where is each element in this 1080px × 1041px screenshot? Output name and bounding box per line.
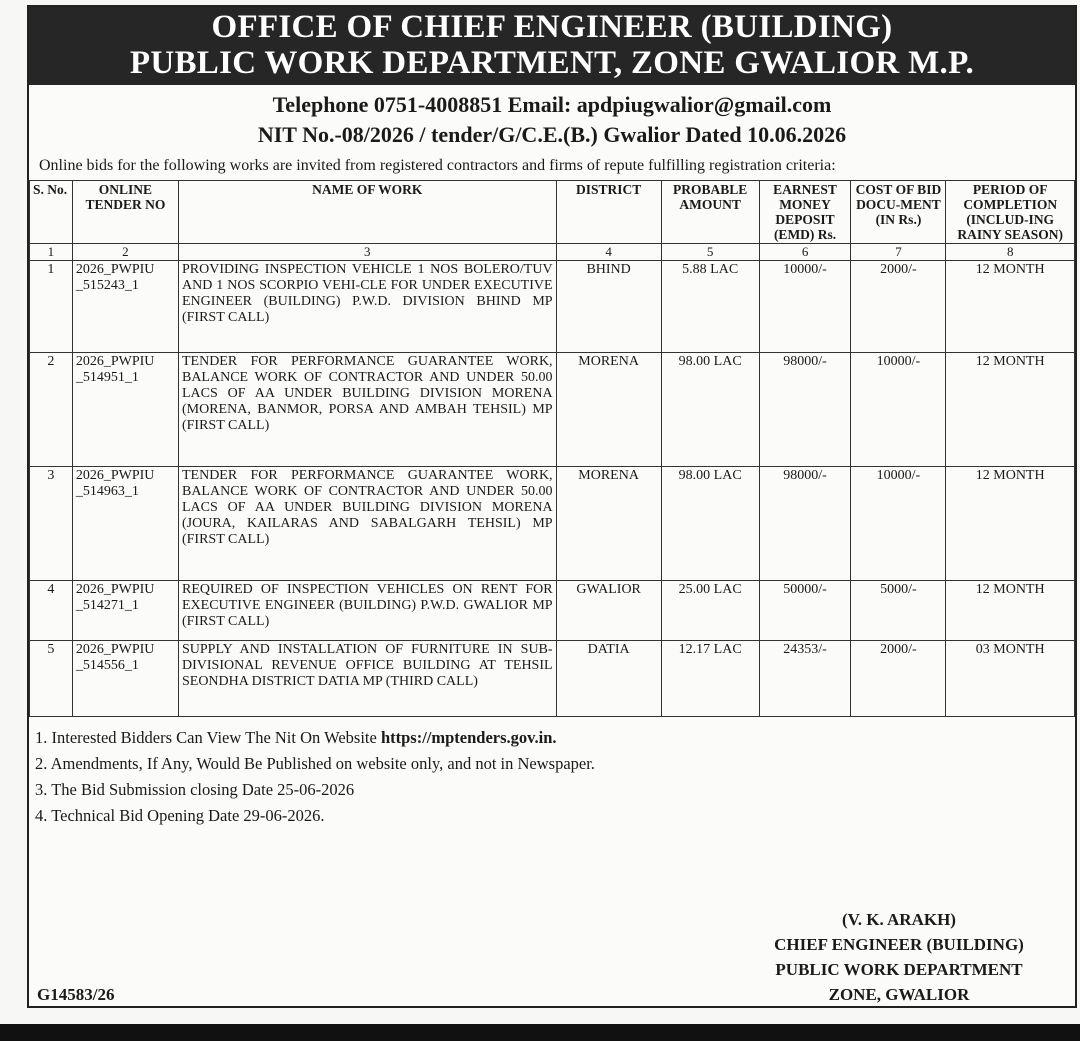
probable-amount: 98.00 LAC	[661, 353, 759, 467]
work-name: REQUIRED OF INSPECTION VEHICLES ON RENT FOR EXECUTIVE ENGINEER (BUILDING) P.W.D. GWALIOR MP (FIRST CALL)	[178, 581, 556, 641]
notes-list	[35, 725, 1075, 829]
header-banner	[29, 7, 1075, 85]
emd: 98000/-	[759, 467, 851, 581]
column-number: 1	[30, 244, 73, 261]
column-number: 2	[72, 244, 178, 261]
work-name: TENDER FOR PERFORMANCE GUARANTEE WORK, BALANCE WORK OF CONTRACTOR AND UNDER 50.00 LACS OF AA UNDER BUILDING DIVISION MORENA (MORENA, BANMOR, PORSA AND AMBAH TEHSIL) MP (FIRST CALL)	[178, 353, 556, 467]
note-item: 4. Technical Bid Opening Date 29-06-2026.	[35, 806, 325, 825]
tender-number: 2026_PWPIU _514556_1	[72, 641, 178, 717]
tender-number: 2026_PWPIU _514951_1	[72, 353, 178, 467]
header-cell: ONLINE TENDER NO	[72, 181, 178, 244]
emd: 24353/-	[759, 641, 851, 717]
completion-period: 12 MONTH	[946, 353, 1075, 467]
note-item	[35, 725, 1075, 751]
probable-amount: 25.00 LAC	[661, 581, 759, 641]
district: MORENA	[556, 467, 661, 581]
header-cell: PROBABLE AMOUNT	[661, 181, 759, 244]
signatory-name: (V. K. ARAKH)	[842, 910, 956, 929]
serial-number: 2	[30, 353, 73, 467]
bid-doc-cost: 10000/-	[851, 467, 946, 581]
bid-doc-cost: 10000/-	[851, 353, 946, 467]
probable-amount: 98.00 LAC	[661, 467, 759, 581]
probable-amount: 12.17 LAC	[661, 641, 759, 717]
column-number-row	[30, 244, 1075, 261]
column-number: 7	[851, 244, 946, 261]
intro-text: Online bids for the following works are invited from registered contractors and firms of repute fulfilling registration criteria:	[39, 157, 836, 174]
table-row	[30, 261, 1075, 353]
work-name: PROVIDING INSPECTION VEHICLE 1 NOS BOLERO/TUV AND 1 NOS SCORPIO VEHI-CLE FOR UNDER EXECUTIVE ENGINEER (BUILDING) P.W.D. DIVISION BHIND MP (FIRST CALL)	[178, 261, 556, 353]
header-cell: EARNEST MONEY DEPOSIT (EMD) Rs.	[759, 181, 851, 244]
district: MORENA	[556, 353, 661, 467]
column-number: 3	[178, 244, 556, 261]
bid-doc-cost: 2000/-	[851, 641, 946, 717]
completion-period: 03 MONTH	[946, 641, 1075, 717]
serial-number: 1	[30, 261, 73, 353]
header-row	[30, 181, 1075, 244]
work-name: TENDER FOR PERFORMANCE GUARANTEE WORK, BALANCE WORK OF CONTRACTOR AND UNDER 50.00 LACS OF AA UNDER BUILDING DIVISION MORENA (JOURA, KAILARAS AND SABALGARH TEHSIL) MP (FIRST CALL)	[178, 467, 556, 581]
note-item: 2. Amendments, If Any, Would Be Published on website only, and not in Newspaper.	[35, 754, 595, 773]
emd: 50000/-	[759, 581, 851, 641]
nit-line: NIT No.-08/2026 / tender/G/C.E.(B.) Gwalior Dated 10.06.2026	[257, 122, 847, 147]
table-row	[30, 581, 1075, 641]
table-row	[30, 641, 1075, 717]
header-cell: COST OF BID DOCU-MENT (IN Rs.)	[851, 181, 946, 244]
header-cell: S. No.	[30, 181, 73, 244]
serial-number: 5	[30, 641, 73, 717]
completion-period: 12 MONTH	[946, 467, 1075, 581]
district: BHIND	[556, 261, 661, 353]
tender-number: 2026_PWPIU _514963_1	[72, 467, 178, 581]
bid-doc-cost: 2000/-	[851, 261, 946, 353]
reference-code: G14583/26	[37, 985, 115, 1004]
completion-period: 12 MONTH	[946, 261, 1075, 353]
website-link[interactable]: https://mptenders.gov.in.	[380, 728, 557, 747]
column-number: 8	[946, 244, 1075, 261]
work-name: SUPPLY AND INSTALLATION OF FURNITURE IN SUB-DIVISIONAL REVENUE OFFICE BUILDING AT TEHSIL SEONDHA DISTRICT DATIA MP (THIRD CALL)	[178, 641, 556, 717]
contact-line: Telephone 0751-4008851 Email: apdpiugwalior@gmail.com	[272, 92, 832, 117]
signatory-zone: ZONE, GWALIOR	[828, 985, 970, 1004]
table-row	[30, 353, 1075, 467]
emd: 98000/-	[759, 353, 851, 467]
column-number: 5	[661, 244, 759, 261]
bid-doc-cost: 5000/-	[851, 581, 946, 641]
serial-number: 3	[30, 467, 73, 581]
table-row	[30, 467, 1075, 581]
office-title: OFFICE OF CHIEF ENGINEER (BUILDING)	[211, 9, 893, 45]
probable-amount: 5.88 LAC	[661, 261, 759, 353]
tender-table	[29, 180, 1075, 717]
header-cell: NAME OF WORK	[178, 181, 556, 244]
serial-number: 4	[30, 581, 73, 641]
district: GWALIOR	[556, 581, 661, 641]
header-cell: PERIOD OF COMPLETION (INCLUD-ING RAINY SEASON)	[946, 181, 1075, 244]
header-cell: DISTRICT	[556, 181, 661, 244]
department-title: PUBLIC WORK DEPARTMENT, ZONE GWALIOR M.P.	[129, 45, 975, 81]
signatory-department: PUBLIC WORK DEPARTMENT	[775, 960, 1023, 979]
completion-period: 12 MONTH	[946, 581, 1075, 641]
tender-number: 2026_PWPIU _515243_1	[72, 261, 178, 353]
tender-notice	[27, 5, 1077, 1008]
emd: 10000/-	[759, 261, 851, 353]
district: DATIA	[556, 641, 661, 717]
signature-block	[749, 907, 1049, 1007]
signatory-title: CHIEF ENGINEER (BUILDING)	[774, 935, 1024, 954]
note-item: 3. The Bid Submission closing Date 25-06-2026	[35, 780, 355, 799]
tender-number: 2026_PWPIU _514271_1	[72, 581, 178, 641]
contact-block	[29, 90, 1075, 150]
bottom-bar	[0, 1024, 1080, 1041]
note-text: 1. Interested Bidders Can View The Nit On Website	[35, 728, 381, 747]
column-number: 6	[759, 244, 851, 261]
column-number: 4	[556, 244, 661, 261]
